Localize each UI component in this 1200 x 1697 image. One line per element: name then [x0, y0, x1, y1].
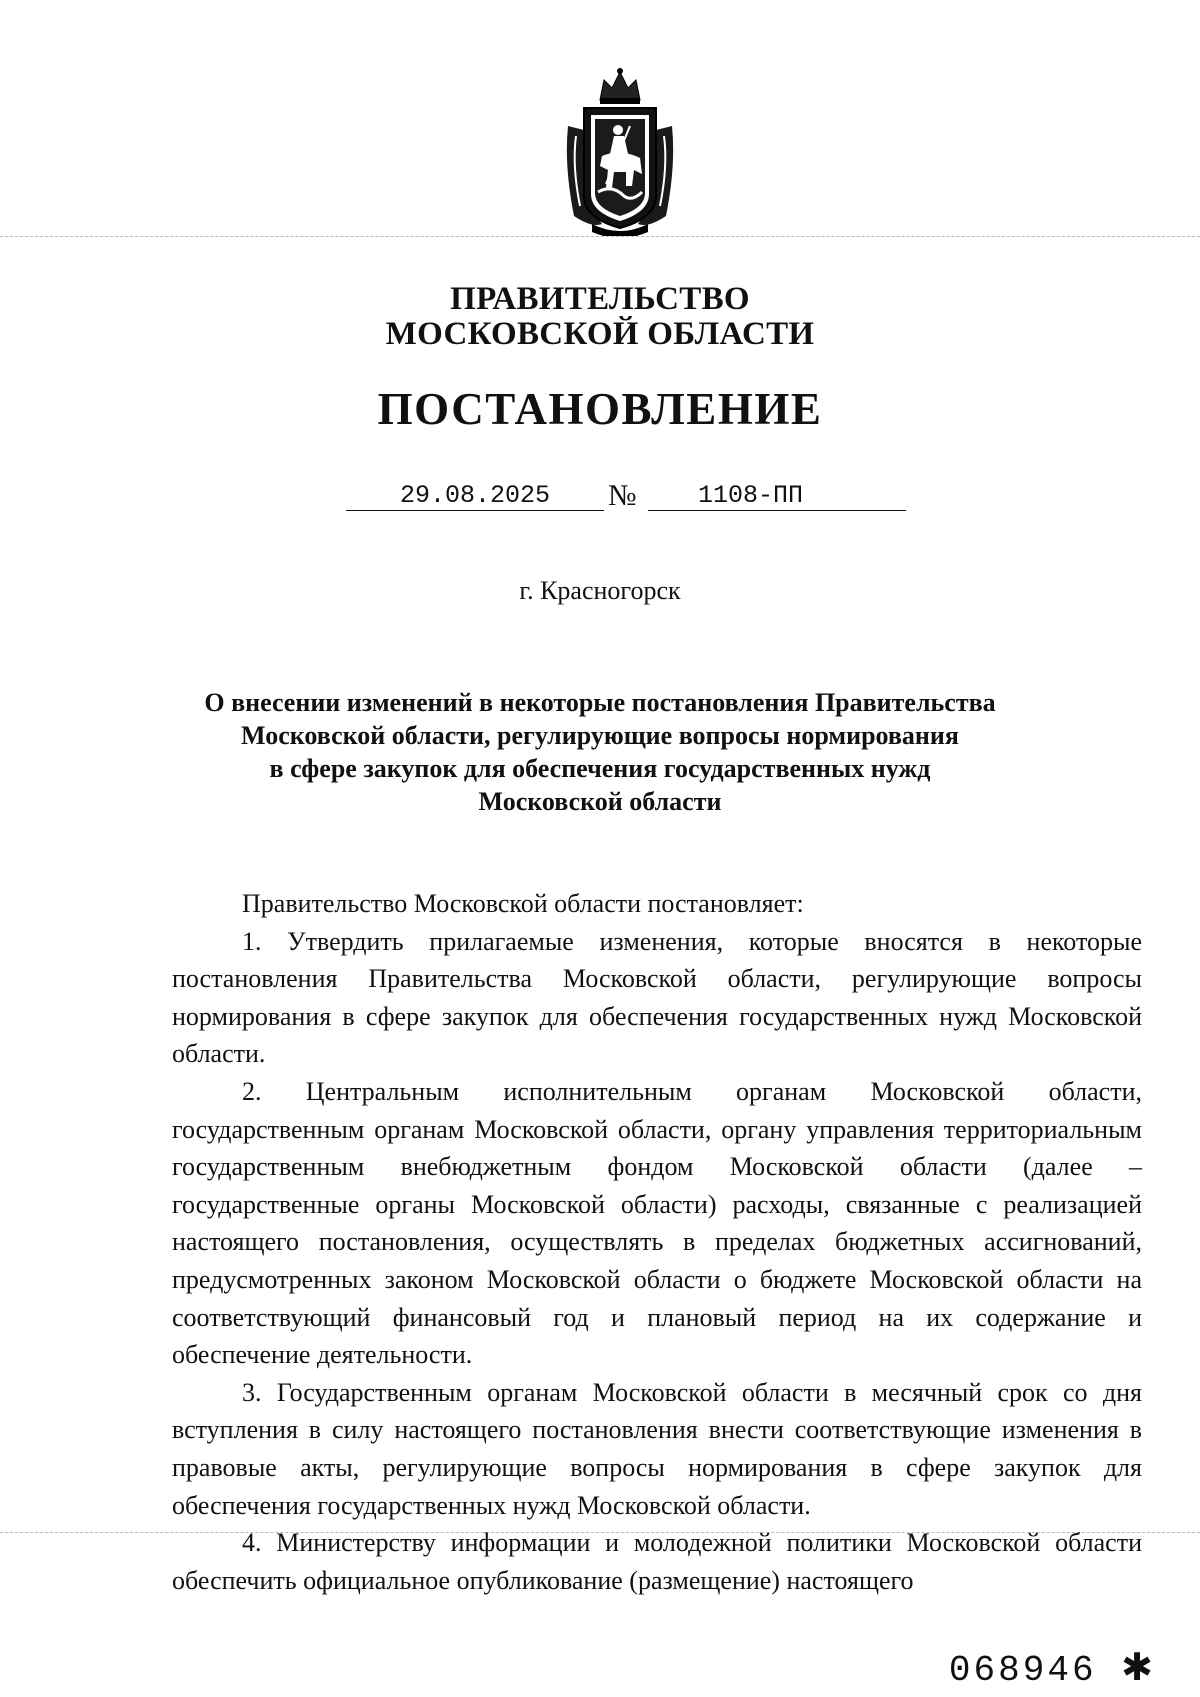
paragraph-3: 3. Государственным органам Московской области в месячный срок со дня вступления в силу настоящего постановления внести соответствующие изменения в правовые акты, регулирующие вопросы нормирования в сфере закупок для обеспечения государственных нужд Московской области. — [172, 1377, 1142, 1520]
paragraph-2: 2. Центральным исполнительным органам Московской области, государственным органам Московской области, органу управления территориальным государственным внебюджетным фондом Московской области (далее – государственные органы Московской области) расходы, связанные с реализацией настоящего постановления, осуществлять в пределах бюджетных ассигнований, предусмотренных законом Московской области о бюджете Московской области на соответствующий финансовый год и плановый период на их содержание и обеспечение деятельности. — [172, 1076, 1142, 1370]
date-underline — [346, 510, 604, 511]
preamble: Правительство Московской области постановляет: — [242, 889, 804, 918]
subject-line: О внесении изменений в некоторые постановления Правительства — [204, 688, 996, 717]
paragraph-4: 4. Министерству информации и молодежной политики Московской области обеспечить официальное опубликование (размещение) настоящего — [172, 1528, 1142, 1595]
coat-of-arms-emblem — [562, 66, 678, 236]
document-kind-title: ПОСТАНОВЛЕНИЕ — [377, 384, 823, 434]
document-date: 29.08.2025 — [399, 481, 551, 510]
document-subject — [200, 686, 1000, 818]
subject-line: Московской области — [478, 787, 722, 816]
registration-line — [346, 479, 906, 512]
subject-line: Московской области, регулирующие вопросы нормирования — [241, 721, 959, 750]
serial-digits: 068946 — [948, 1650, 1097, 1691]
number-underline — [648, 510, 906, 511]
organization-name-line1: ПРАВИТЕЛЬСТВО — [450, 281, 750, 317]
document-number: 1108-ПП — [698, 481, 804, 510]
asterisk-icon: ✱ — [1121, 1645, 1153, 1689]
paragraph-1: 1. Утвердить прилагаемые изменения, которые вносятся в некоторые постановления Правительства Московской области, регулирующие вопросы нормирования в сфере закупок для обеспечения государственных нужд Московской области. — [172, 926, 1142, 1069]
subject-line: в сфере закупок для обеспечения государственных нужд — [269, 754, 931, 783]
form-serial-number — [949, 1645, 1153, 1691]
city-of-issue: г. Красногорск — [519, 576, 681, 605]
organization-name-line2: МОСКОВСКОЙ ОБЛАСТИ — [385, 316, 815, 352]
document-body — [172, 885, 1142, 1599]
scan-artifact-line — [0, 236, 1200, 237]
number-sign: № — [608, 479, 637, 512]
